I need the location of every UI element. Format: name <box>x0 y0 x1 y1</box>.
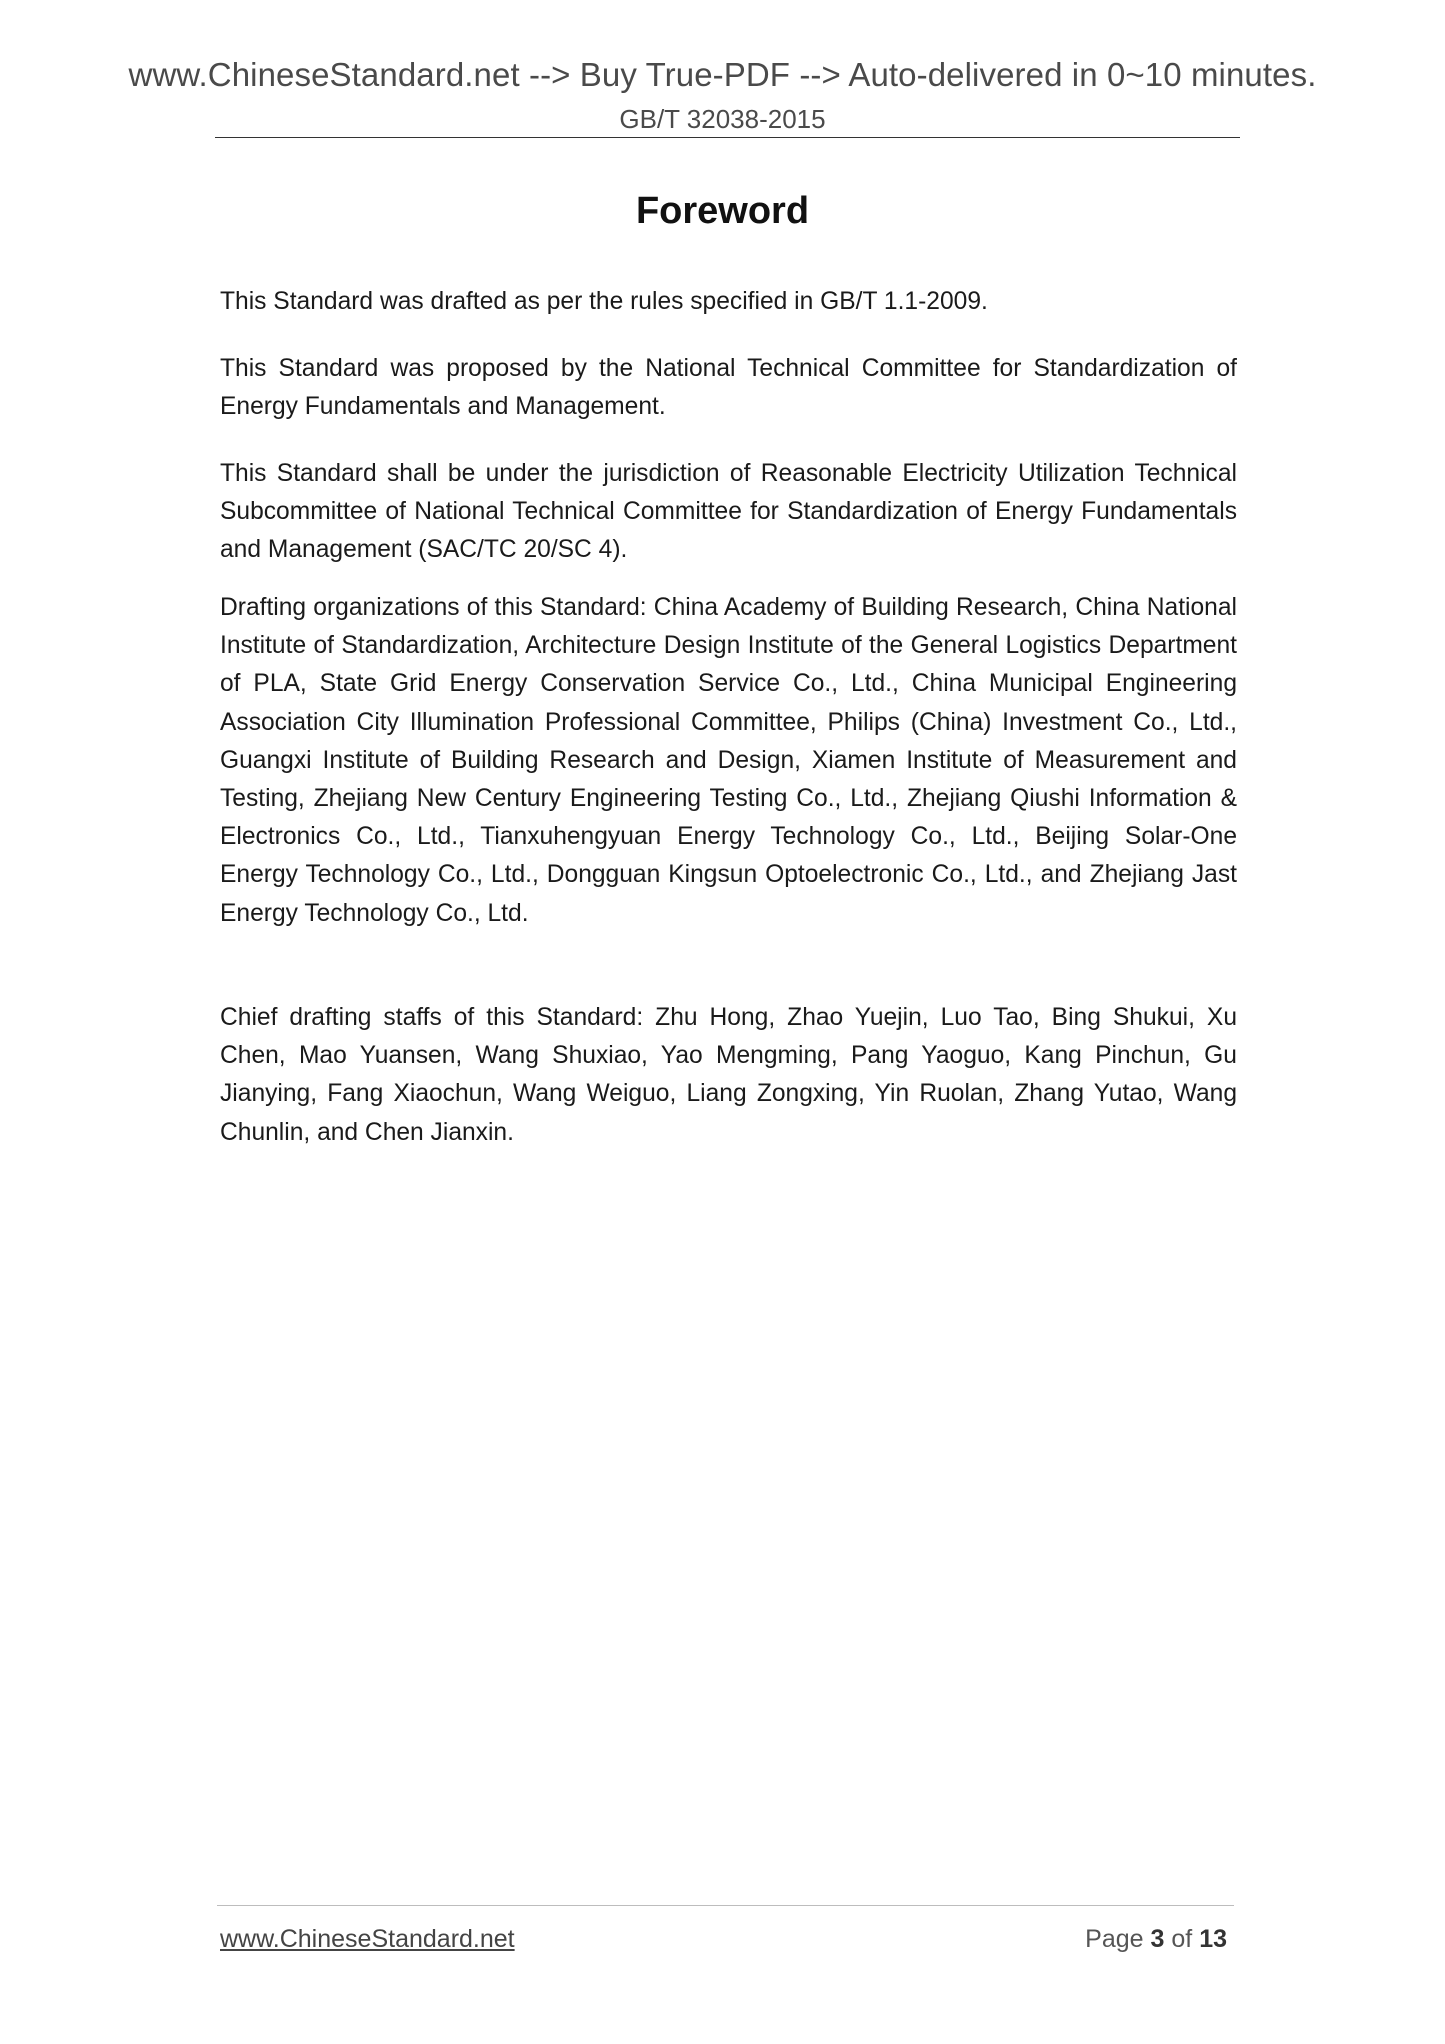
total-pages-number: 13 <box>1199 1925 1227 1953</box>
footer-divider <box>217 1905 1234 1906</box>
page-title: Foreword <box>635 190 810 232</box>
header-divider <box>215 137 1240 138</box>
paragraph-text: Chief drafting staffs of this Standard: Zhu Hong, Zhao Yuejin, Luo Tao, Bing Shukui, Xu Chen, Mao Yuansen, Wang Shuxiao, Yao Mengming, Pang Yaoguo, Kang Pinchun, Gu Jianying, Fang Xiaochun, Wang Weiguo, Liang Zongxing, Yin Ruolan, Zhang Yutao, Wang Chunlin, and Chen Jianxin. <box>220 1004 1237 1146</box>
paragraph-text: This Standard was drafted as per the rules specified in GB/T 1.1-2009. <box>220 288 988 315</box>
paragraph-drafting-organizations <box>220 589 1237 933</box>
paragraph-chief-drafting-staffs <box>220 999 1237 1152</box>
page-indicator <box>1085 1925 1227 1954</box>
paragraph-text: This Standard shall be under the jurisdiction of Reasonable Electricity Utilization Technical Subcommittee of National Technical Committee for Standardization of Energy Fundamentals and Management (SAC/TC 20/SC 4). <box>220 460 1237 564</box>
paragraph-text: Drafting organizations of this Standard: China Academy of Building Research, China National Institute of Standardization, Architecture Design Institute of the General Logistics Department of PLA, State Grid Energy Conservation Service Co., Ltd., China Municipal Engineering Association City Illumination Professional Committee, Philips (China) Investment Co., Ltd., Guangxi Institute of Building Research and Design, Xiamen Institute of Measurement and Testing, Zhejiang New Century Engineering Testing Co., Ltd., Zhejiang Qiushi Information & Electronics Co., Ltd., Tianxuhengyuan Energy Technology Co., Ltd., Beijing Solar-One Energy Technology Co., Ltd., Dongguan Kingsun Optoelectronic Co., Ltd., and Zhejiang Jast Energy Technology Co., Ltd. <box>220 594 1237 927</box>
header-banner: www.ChineseStandard.net --> Buy True-PDF --> Auto-delivered in 0~10 minutes. <box>128 56 1317 93</box>
of-word: of <box>1171 1925 1193 1953</box>
paragraph-proposal <box>220 350 1237 426</box>
standard-code: GB/T 32038-2015 <box>619 104 826 134</box>
paragraph-jurisdiction <box>220 455 1237 570</box>
paragraph-drafting-rules <box>220 283 1237 321</box>
page-word: Page <box>1085 1925 1144 1953</box>
current-page-number: 3 <box>1150 1925 1165 1953</box>
paragraph-text: This Standard was proposed by the National Technical Committee for Standardization of Energy Fundamentals and Management. <box>220 355 1237 421</box>
footer-site-link[interactable]: www.ChineseStandard.net <box>220 1925 515 1953</box>
